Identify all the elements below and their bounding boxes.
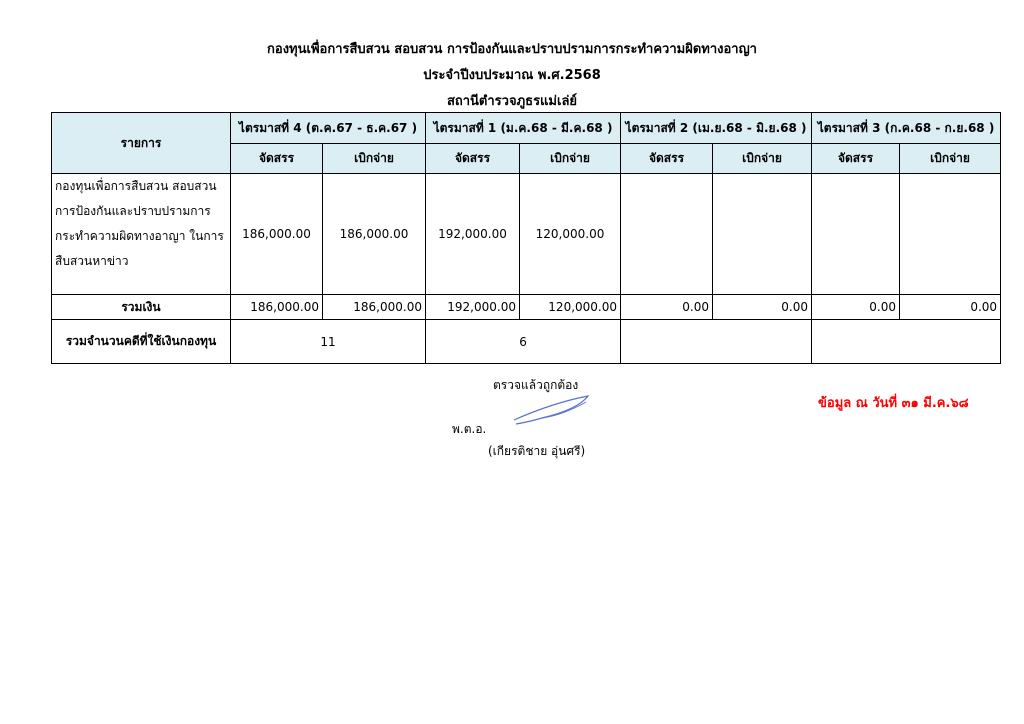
total-value: 0.00 xyxy=(900,295,1001,320)
header-item: รายการ xyxy=(52,113,231,174)
row-description xyxy=(52,174,231,295)
signer-rank: พ.ต.อ. xyxy=(452,422,487,436)
row-value: 186,000.00 xyxy=(323,174,426,295)
header-allocated: จัดสรร xyxy=(621,144,713,174)
cases-row xyxy=(52,320,1001,364)
cases-value xyxy=(812,320,1001,364)
header-disbursed: เบิกจ่าย xyxy=(713,144,812,174)
header-disbursed: เบิกจ่าย xyxy=(520,144,621,174)
row-value: 186,000.00 xyxy=(231,174,323,295)
row-description-line: กระทำความผิดทางอาญา ในการ xyxy=(55,229,224,243)
header-allocated: จัดสรร xyxy=(231,144,323,174)
table-row xyxy=(52,174,1001,295)
total-value: 120,000.00 xyxy=(520,295,621,320)
cases-value xyxy=(621,320,812,364)
total-value: 186,000.00 xyxy=(231,295,323,320)
fiscal-year: ประจำปีงบประมาณ พ.ศ.2568 xyxy=(423,68,601,83)
row-value xyxy=(900,174,1001,295)
header-disbursed: เบิกจ่าย xyxy=(900,144,1001,174)
row-value xyxy=(621,174,713,295)
total-value: 0.00 xyxy=(812,295,900,320)
cases-value: 11 xyxy=(231,320,426,364)
row-description-line: การป้องกันและปราบปรามการ xyxy=(55,204,211,218)
total-value: 0.00 xyxy=(621,295,713,320)
cases-label: รวมจำนวนคดีที่ใช้เงินกองทุน xyxy=(52,320,231,364)
station-name: สถานีตำรวจภูธรแม่เล่ย์ xyxy=(446,94,578,109)
row-value: 120,000.00 xyxy=(520,174,621,295)
total-row xyxy=(52,295,1001,320)
row-value: 192,000.00 xyxy=(426,174,520,295)
report-title: กองทุนเพื่อการสืบสวน สอบสวน การป้องกันและปราบปรามการกระทำความผิดทางอาญา xyxy=(267,42,757,57)
total-value: 186,000.00 xyxy=(323,295,426,320)
total-value: 192,000.00 xyxy=(426,295,520,320)
header-disbursed: เบิกจ่าย xyxy=(323,144,426,174)
header-quarter-1: ไตรมาสที่ 1 (ม.ค.68 - มี.ค.68 ) xyxy=(426,113,621,144)
row-description-line: กองทุนเพื่อการสืบสวน สอบสวน xyxy=(55,179,217,193)
row-value xyxy=(713,174,812,295)
signer-name: (เกียรติชาย อุ่นศรี) xyxy=(488,444,586,458)
header-quarter-2: ไตรมาสที่ 2 (เม.ย.68 - มิ.ย.68 ) xyxy=(621,113,812,144)
total-value: 0.00 xyxy=(713,295,812,320)
total-label: รวมเงิน xyxy=(52,295,231,320)
data-as-of: ข้อมูล ณ วันที่ ๓๑ มี.ค.๖๘ xyxy=(818,396,969,411)
header-allocated: จัดสรร xyxy=(426,144,520,174)
verified-text: ตรวจแล้วถูกต้อง xyxy=(493,378,579,392)
signature-icon xyxy=(512,390,592,430)
header-quarter-3: ไตรมาสที่ 3 (ก.ค.68 - ก.ย.68 ) xyxy=(812,113,1001,144)
budget-table xyxy=(51,112,1001,364)
row-value xyxy=(812,174,900,295)
header-quarter-4: ไตรมาสที่ 4 (ต.ค.67 - ธ.ค.67 ) xyxy=(231,113,426,144)
cases-value: 6 xyxy=(426,320,621,364)
header-allocated: จัดสรร xyxy=(812,144,900,174)
row-description-line: สืบสวนหาข่าว xyxy=(55,254,129,268)
